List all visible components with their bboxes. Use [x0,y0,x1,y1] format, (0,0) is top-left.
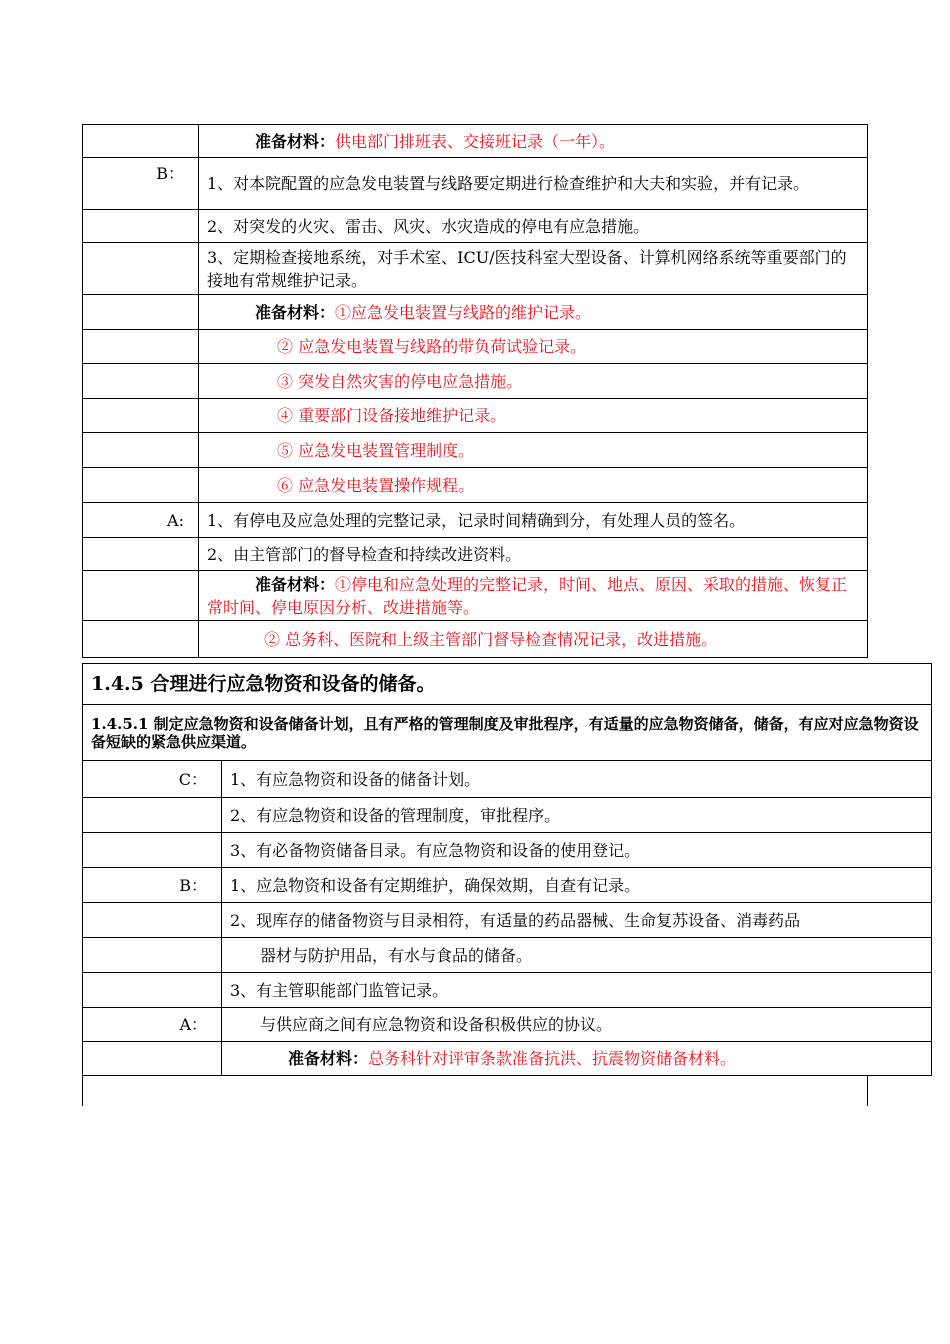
table-row [83,1042,932,1076]
prep-item: ⑤ 应急发电装置管理制度。 [199,433,868,468]
section-subheading: 1.4.5.1 制定应急物资和设备储备计划，且有严格的管理制度及审批程序，有适量的应急物资储备，储备，有应对应急物资设备短缺的紧急供应渠道。 [83,705,932,761]
grade-label-a: A： [83,1008,222,1042]
table-row [83,571,868,621]
table-row [83,210,868,243]
table-row [83,468,868,503]
requirement-text: 2、由主管部门的督导检查和持续改进资料。 [199,538,868,571]
requirement-text: 1、有应急物资和设备的储备计划。 [222,761,932,798]
table-row [83,538,868,571]
requirement-text: 1、有停电及应急处理的完整记录，记录时间精确到分，有处理人员的签名。 [199,503,868,538]
requirement-text: 2、有应急物资和设备的管理制度，审批程序。 [222,798,932,833]
prep-item: ⑥ 应急发电装置操作规程。 [199,468,868,503]
table-row [83,798,932,833]
requirement-text: 3、有主管职能部门监管记录。 [222,973,932,1008]
table-row [83,1008,932,1042]
requirement-text: 与供应商之间有应急物资和设备积极供应的协议。 [222,1008,932,1042]
table-row [83,868,932,903]
table-row [83,705,932,761]
table-border-left [82,1076,83,1106]
table-row [83,621,868,658]
grade-label-b: B： [83,158,199,210]
requirement-text: 3、有必备物资储备目录。有应急物资和设备的使用登记。 [222,833,932,868]
table-row [83,973,932,1008]
table-row [83,295,868,330]
grade-label-a: A: [83,503,199,538]
table-row [83,158,868,210]
table-row [83,761,932,798]
prep-materials-cell: 准备材料：①应急发电装置与线路的维护记录。 [199,295,868,330]
requirement-text: 1、对本院配置的应急发电装置与线路要定期进行检查维护和大夫和实验，并有记录。 [199,158,868,210]
table-row [83,833,932,868]
prep-materials-cell: 准备材料：①停电和应急处理的完整记录，时间、地点、原因、采取的措施、恢复正常时间、停电原因分析、改进措施等。 [199,571,868,621]
grade-label-b: B： [83,868,222,903]
prep-item: ③ 突发自然灾害的停电应急措施。 [199,364,868,399]
table-row [83,364,868,399]
prep-item: ② 应急发电装置与线路的带负荷试验记录。 [199,330,868,364]
requirement-text: 2、现库存的储备物资与目录相符，有适量的药品器械、生命复苏设备、消毒药品 [222,903,932,938]
table-row [83,903,932,938]
grade-label-c: C： [83,761,222,798]
table-row [83,433,868,468]
emergency-supplies-table [82,663,932,1076]
table-row [83,503,868,538]
table-row [83,399,868,433]
table-row [83,664,932,705]
requirement-text: 器材与防护用品，有水与食品的储备。 [222,938,932,973]
table-row [83,938,932,973]
prep-item: ② 总务科、医院和上级主管部门督导检查情况记录，改进措施。 [199,621,868,658]
table-row [83,243,868,295]
table-row [83,125,868,158]
table-border-right [867,1076,868,1106]
prep-materials-cell: 准备材料：总务科针对评审条款准备抗洪、抗震物资储备材料。 [222,1042,932,1076]
prep-item: ④ 重要部门设备接地维护记录。 [199,399,868,433]
prep-materials-cell: 准备材料：供电部门排班表、交接班记录（一年）。 [199,125,868,158]
section-heading: 1.4.5 合理进行应急物资和设备的储备。 [83,664,932,705]
requirement-text: 3、定期检查接地系统，对手术室、ICU/医技科室大型设备、计算机网络系统等重要部门的接地有常规维护记录。 [199,243,868,295]
table-row [83,330,868,364]
requirement-text: 2、对突发的火灾、雷击、风灾、水灾造成的停电有应急措施。 [199,210,868,243]
power-emergency-table [82,124,868,658]
requirement-text: 1、应急物资和设备有定期维护，确保效期，自查有记录。 [222,868,932,903]
